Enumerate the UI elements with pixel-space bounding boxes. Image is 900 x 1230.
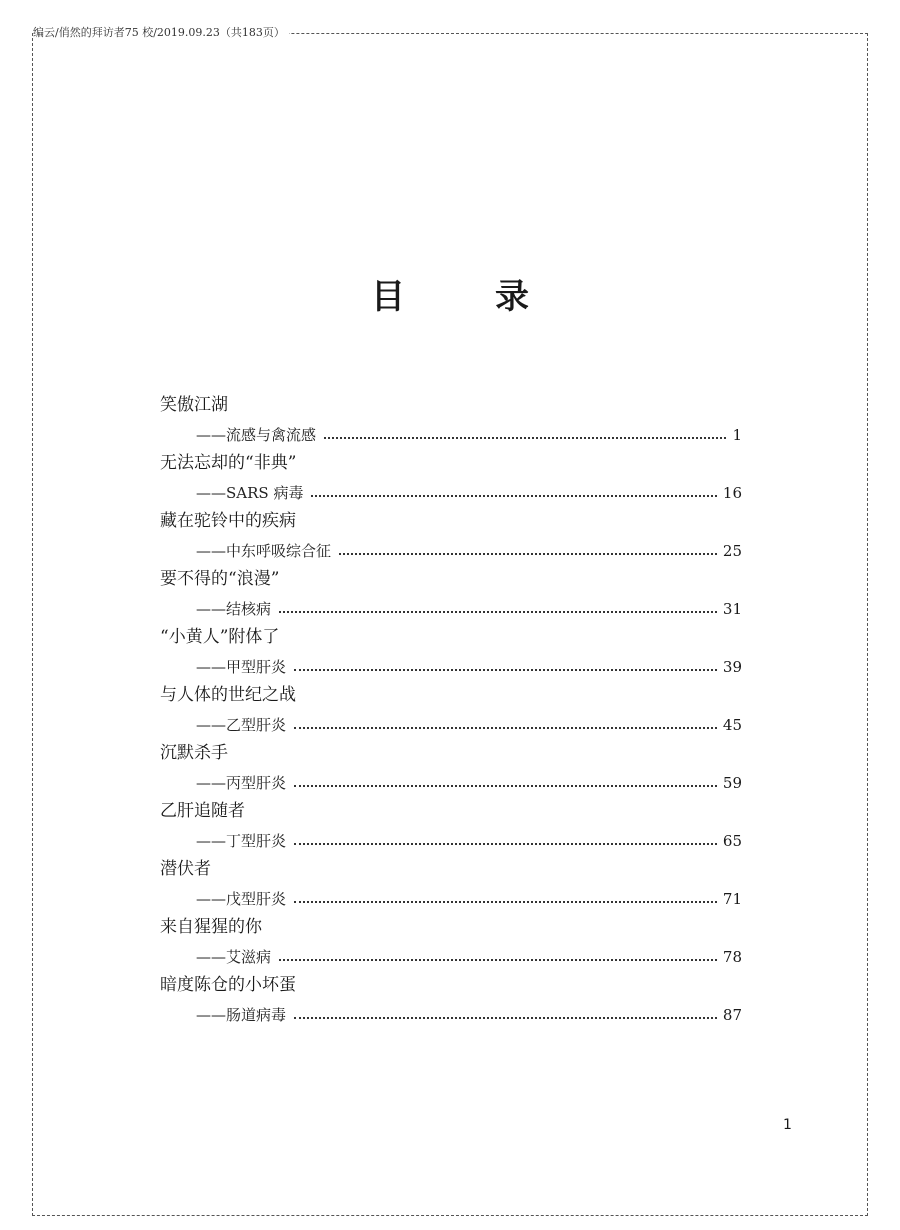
toc-entry-subtitle: ——戊型肝炎 bbox=[196, 890, 287, 908]
toc-entry-subline bbox=[196, 654, 742, 680]
toc-list bbox=[160, 392, 742, 1030]
dot-leader bbox=[294, 901, 717, 903]
dot-leader bbox=[294, 669, 717, 671]
toc-entry-page: 25 bbox=[722, 542, 742, 560]
page-number: 1 bbox=[783, 1117, 792, 1133]
dot-leader bbox=[294, 727, 717, 729]
toc-entry[interactable] bbox=[160, 740, 742, 798]
toc-entry-subtitle: ——流感与禽流感 bbox=[196, 426, 317, 444]
toc-entry-page: 71 bbox=[722, 890, 742, 908]
toc-entry-title: 乙肝追随者 bbox=[160, 801, 245, 821]
toc-entry[interactable] bbox=[160, 682, 742, 740]
toc-entry-subline bbox=[196, 770, 742, 796]
toc-entry-subline bbox=[196, 828, 742, 854]
toc-entry-page: 1 bbox=[732, 426, 742, 444]
dot-leader bbox=[339, 553, 717, 555]
toc-entry-title: 无法忘却的“非典” bbox=[160, 453, 297, 473]
toc-entry-subtitle: ——结核病 bbox=[196, 600, 272, 618]
toc-entry-page: 59 bbox=[722, 774, 742, 792]
toc-entry-page: 31 bbox=[722, 600, 742, 618]
dot-leader bbox=[279, 611, 717, 613]
toc-entry[interactable] bbox=[160, 624, 742, 682]
dot-leader bbox=[294, 785, 717, 787]
toc-entry-subline bbox=[196, 538, 742, 564]
toc-entry[interactable] bbox=[160, 856, 742, 914]
toc-entry-page: 87 bbox=[722, 1006, 742, 1024]
toc-entry-subline bbox=[196, 422, 742, 448]
toc-entry-subline bbox=[196, 596, 742, 622]
toc-entry-subtitle: ——艾滋病 bbox=[196, 948, 272, 966]
toc-entry-subtitle: ——甲型肝炎 bbox=[196, 658, 287, 676]
toc-entry[interactable] bbox=[160, 798, 742, 856]
toc-entry-subtitle: ——肠道病毒 bbox=[196, 1006, 287, 1024]
toc-entry[interactable] bbox=[160, 914, 742, 972]
toc-entry-page: 16 bbox=[722, 484, 742, 502]
toc-entry-page: 78 bbox=[722, 948, 742, 966]
toc-entry[interactable] bbox=[160, 508, 742, 566]
toc-entry-title: 藏在驼铃中的疾病 bbox=[160, 511, 296, 531]
toc-entry[interactable] bbox=[160, 972, 742, 1030]
toc-entry-subline bbox=[196, 480, 742, 506]
toc-entry-page: 65 bbox=[722, 832, 742, 850]
dot-leader bbox=[294, 843, 717, 845]
toc-entry-title: 暗度陈仓的小坏蛋 bbox=[160, 975, 296, 995]
toc-entry-title: 沉默杀手 bbox=[160, 743, 228, 763]
toc-entry[interactable] bbox=[160, 392, 742, 450]
toc-entry-title: 来自猩猩的你 bbox=[160, 917, 262, 937]
toc-entry-subtitle: ——丙型肝炎 bbox=[196, 774, 287, 792]
dot-leader bbox=[279, 959, 717, 961]
toc-entry-title: 要不得的“浪漫” bbox=[160, 569, 280, 589]
toc-entry-title: 潜伏者 bbox=[160, 859, 211, 879]
dot-leader bbox=[324, 437, 726, 439]
toc-entry-title: 与人体的世纪之战 bbox=[160, 685, 296, 705]
header-note: 编云/俏然的拜访者75 校/2019.09.23（共183页） bbox=[33, 27, 289, 39]
toc-entry-subtitle: ——SARS 病毒 bbox=[196, 484, 304, 502]
toc-entry-subtitle: ——丁型肝炎 bbox=[196, 832, 287, 850]
toc-entry-subtitle: ——乙型肝炎 bbox=[196, 716, 287, 734]
toc-entry-subline bbox=[196, 886, 742, 912]
toc-entry-subline bbox=[196, 712, 742, 738]
toc-entry-page: 45 bbox=[722, 716, 742, 734]
toc-entry[interactable] bbox=[160, 566, 742, 624]
toc-entry-title: “小黄人”附体了 bbox=[160, 627, 280, 647]
toc-entry-title: 笑傲江湖 bbox=[160, 395, 228, 415]
toc-entry-subline bbox=[196, 944, 742, 970]
dot-leader bbox=[311, 495, 716, 497]
toc-entry-subline bbox=[196, 1002, 742, 1028]
toc-title: 目录 bbox=[371, 277, 619, 317]
dot-leader bbox=[294, 1017, 717, 1019]
toc-entry[interactable] bbox=[160, 450, 742, 508]
toc-entry-page: 39 bbox=[722, 658, 742, 676]
toc-entry-subtitle: ——中东呼吸综合征 bbox=[196, 542, 332, 560]
